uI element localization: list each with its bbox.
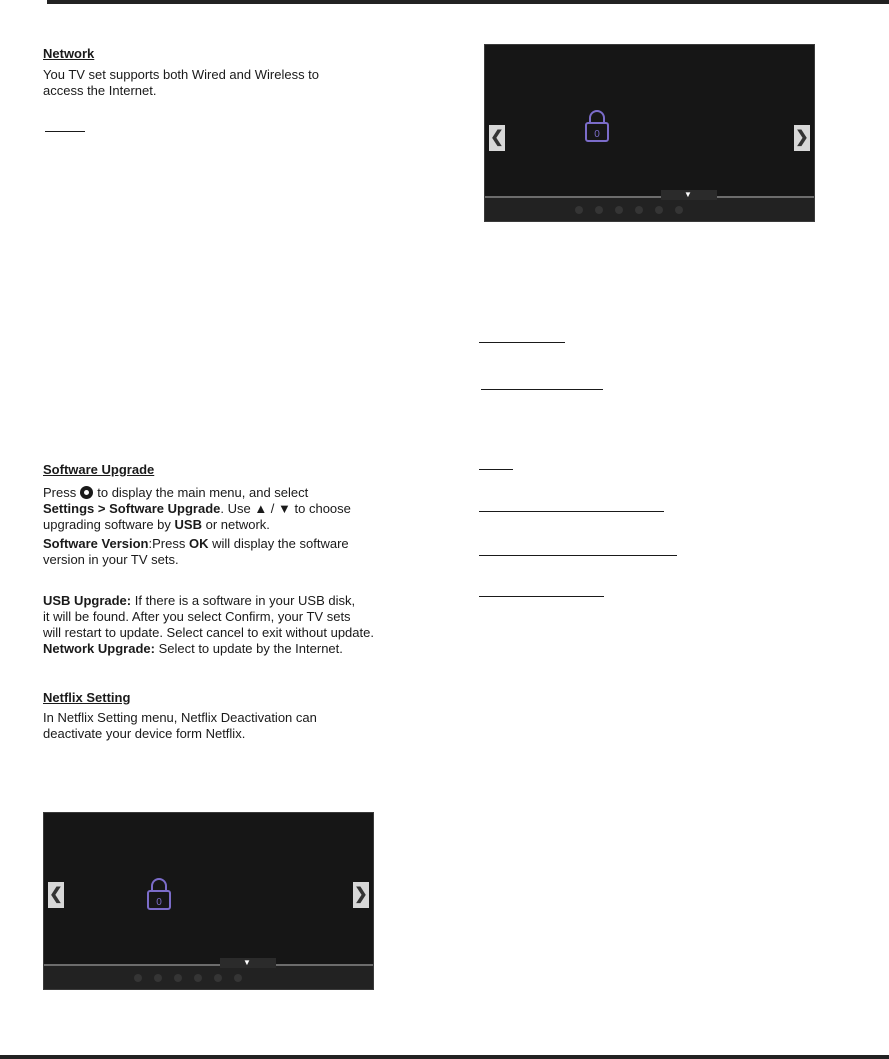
chevron-right-icon: ❯ [794,125,810,151]
software-version-line1 [43,536,349,553]
usb-upgrade-label: USB Upgrade: [43,593,132,608]
upgrade-line3-post: or network. [201,517,270,532]
menu-dot-icon [575,206,583,214]
menu-dot-icon [615,206,623,214]
network-text-line2: access the Internet. [43,83,157,98]
gear-icon [80,486,93,499]
tv-screen-bottom [43,812,374,990]
chevron-right-icon: ❯ [353,882,369,908]
software-upgrade-line1 [43,485,308,502]
usb-label: USB [174,517,202,532]
menu-icons-row [134,974,242,982]
blank-underline [479,555,677,556]
menu-dot-icon [194,974,202,982]
software-version-label: Software Version [43,536,149,551]
blank-underline [479,511,664,512]
ok-label: OK [188,536,209,551]
menu-dot-icon [134,974,142,982]
menu-dot-icon [214,974,222,982]
lock-icon [585,109,609,143]
expand-tab-icon [220,958,276,968]
lock-number: 0 [156,897,162,908]
lock-icon [147,877,171,911]
network-upgrade-text: Select to update by the Internet. [154,641,343,656]
usb-upgrade-line1 [43,593,355,610]
tv-bottom-bar [44,964,373,989]
software-upgrade-line1-rest: to display the main menu, and select [97,485,309,500]
network-heading: Network [43,46,95,61]
bottom-rule [0,1055,889,1059]
software-upgrade-line2-rest: . Use ▲ / ▼ to choose [220,501,351,516]
menu-dot-icon [174,974,182,982]
usb-upgrade-text1: If there is a software in your USB disk, [131,593,356,608]
software-version-post: will display the software [208,536,349,551]
chevron-left-icon: ❮ [48,882,64,908]
usb-upgrade-line3: will restart to update. Select cancel to exit without update. [43,625,374,640]
menu-dot-icon [655,206,663,214]
blank-underline [481,389,603,390]
software-upgrade-heading: Software Upgrade [43,462,155,477]
settings-label: Settings [43,501,95,516]
software-upgrade-label: Software Upgrade [109,501,221,516]
netflix-heading: Netflix Setting [43,690,131,705]
software-version-pre: :Press [148,536,189,551]
blank-underline [479,596,604,597]
chevron-left-icon: ❮ [489,125,505,151]
software-version-line2: version in your TV sets. [43,552,179,567]
netflix-text-line2: deactivate your device form Netflix. [43,726,246,741]
lock-number: 0 [594,129,600,140]
network-text-line1: You TV set supports both Wired and Wireless to [43,67,320,82]
upgrade-line3-pre: upgrading software by [43,517,175,532]
netflix-text-line1: In Netflix Setting menu, Netflix Deactivation can [43,710,317,725]
software-upgrade-line2 [43,501,351,518]
expand-tab-icon [661,190,717,200]
blank-underline [45,131,85,132]
menu-dot-icon [154,974,162,982]
press-text: Press [43,485,77,500]
arrow-separator: > [94,501,110,516]
blank-underline [479,342,565,343]
menu-dot-icon [635,206,643,214]
menu-dot-icon [675,206,683,214]
menu-dot-icon [234,974,242,982]
top-rule [47,0,889,4]
menu-icons-row [575,206,683,214]
blank-underline [479,469,513,470]
software-upgrade-line3 [43,517,270,534]
network-upgrade-label: Network Upgrade: [43,641,155,656]
tv-bottom-bar [485,196,814,221]
tv-screen-top [484,44,815,222]
network-upgrade-line [43,641,343,658]
usb-upgrade-line2: it will be found. After you select Confirm, your TV sets [43,609,351,624]
menu-dot-icon [595,206,603,214]
